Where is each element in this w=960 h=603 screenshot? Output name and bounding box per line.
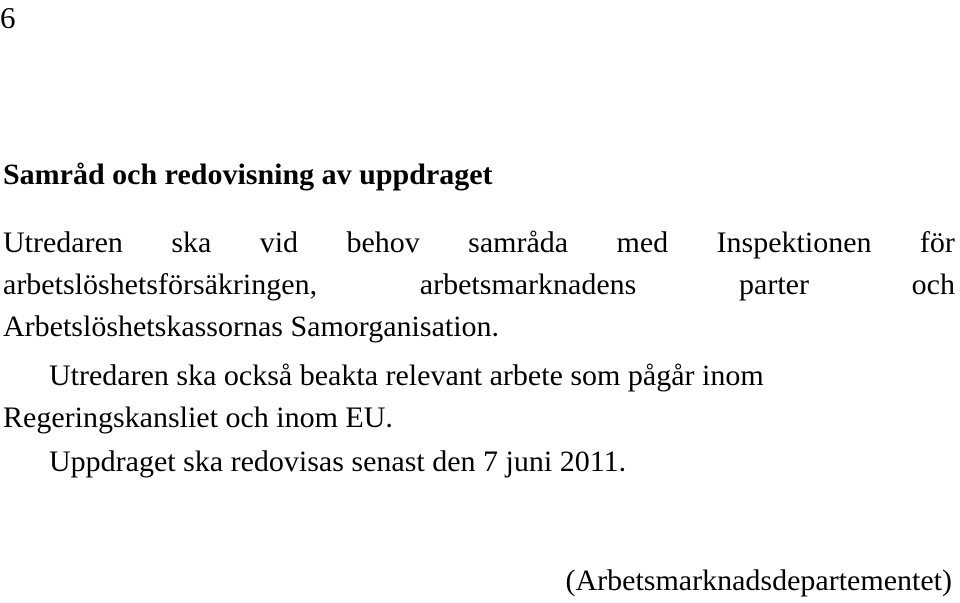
- paragraph-related-work: [3, 355, 955, 439]
- paragraph-line: Utredaren ska också beakta relevant arbete som pågår inom: [49, 359, 764, 392]
- word: arbetsmarknadens: [419, 268, 637, 301]
- word: behov: [346, 226, 420, 259]
- signature-department: (Arbetsmarknadsdepartementet): [565, 564, 952, 597]
- word: och: [911, 268, 955, 301]
- word: samråda: [468, 226, 569, 259]
- page-number: 6: [0, 0, 16, 35]
- paragraph-line: Arbetslöshetskassornas Samorganisation.: [3, 310, 500, 343]
- word: Utredaren: [3, 226, 123, 259]
- word: med: [616, 226, 669, 259]
- paragraph-line: [3, 222, 955, 264]
- paragraph-line: [3, 264, 955, 306]
- paragraph-line: Regeringskansliet och inom EU.: [3, 401, 393, 434]
- word: Inspektionen: [716, 226, 872, 259]
- word: för: [919, 226, 955, 259]
- section-heading: Samråd och redovisning av uppdraget: [3, 158, 493, 191]
- paragraph-deadline: [3, 441, 955, 483]
- paragraph-consultation: [3, 222, 955, 348]
- word: vid: [259, 226, 299, 259]
- paragraph-line: Uppdraget ska redovisas senast den 7 juni 2011.: [49, 445, 627, 478]
- word: parter: [739, 268, 809, 301]
- word: ska: [171, 226, 212, 259]
- word: arbetslöshetsförsäkringen,: [3, 268, 318, 301]
